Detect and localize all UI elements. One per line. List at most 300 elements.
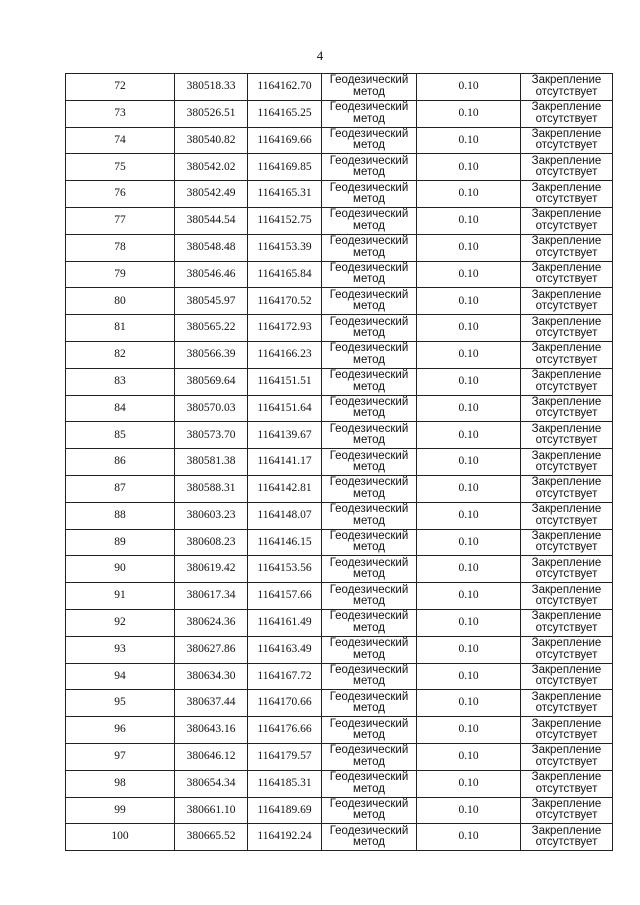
method-cell (322, 583, 417, 610)
y-coordinate-cell: 1164166.23 (248, 341, 322, 368)
fixation-text-line2: отсутствует (535, 353, 598, 366)
method-text-line2: метод (353, 782, 385, 795)
table-row (66, 395, 613, 422)
accuracy-cell: 0.10 (417, 609, 521, 636)
fixation-cell (521, 717, 613, 744)
fixation-text-line2: отсутствует (535, 702, 598, 715)
y-coordinate-cell: 1164153.39 (248, 234, 322, 261)
fixation-text-line1: Закрепление (531, 101, 602, 114)
x-coordinate-cell: 380545.97 (175, 288, 248, 315)
point-number-cell: 75 (66, 154, 175, 181)
fixation-cell (521, 636, 613, 663)
fixation-text-line1: Закрепление (531, 154, 602, 167)
y-coordinate-cell: 1164167.72 (248, 663, 322, 690)
fixation-text-line2: отсутствует (535, 809, 598, 822)
accuracy-cell: 0.10 (417, 690, 521, 717)
point-number-cell: 94 (66, 663, 175, 690)
x-coordinate-cell: 380665.52 (175, 824, 248, 851)
accuracy-cell: 0.10 (417, 261, 521, 288)
fixation-cell (521, 797, 613, 824)
fixation-cell (521, 261, 613, 288)
fixation-text-line2: отсутствует (535, 568, 598, 581)
method-text-line1: Геодезический (329, 208, 409, 221)
x-coordinate-cell: 380654.34 (175, 770, 248, 797)
method-text-line1: Геодезический (329, 369, 409, 382)
y-coordinate-cell: 1164165.25 (248, 100, 322, 127)
fixation-text-line2: отсутствует (535, 621, 598, 634)
point-number-cell: 82 (66, 341, 175, 368)
fixation-text-line1: Закрепление (531, 369, 602, 382)
method-text-line1: Геодезический (329, 690, 409, 703)
method-cell (322, 154, 417, 181)
fixation-text-line1: Закрепление (531, 824, 602, 837)
method-cell (322, 74, 417, 101)
fixation-text-line1: Закрепление (531, 610, 602, 623)
table-row (66, 663, 613, 690)
point-number-cell: 89 (66, 529, 175, 556)
method-text-line1: Геодезический (329, 74, 409, 87)
method-text-line2: метод (353, 541, 385, 554)
table-row (66, 422, 613, 449)
method-text-line1: Геодезический (329, 422, 409, 435)
method-text-line1: Геодезический (329, 476, 409, 489)
accuracy-cell: 0.10 (417, 583, 521, 610)
method-text-line2: метод (353, 809, 385, 822)
accuracy-cell: 0.10 (417, 770, 521, 797)
method-text-line2: метод (353, 675, 385, 688)
point-number-cell: 97 (66, 743, 175, 770)
method-cell (322, 609, 417, 636)
method-cell (322, 395, 417, 422)
table-row (66, 556, 613, 583)
fixation-text-line1: Закрепление (531, 395, 602, 408)
method-cell (322, 556, 417, 583)
accuracy-cell: 0.10 (417, 556, 521, 583)
fixation-text-line2: отсутствует (535, 273, 598, 286)
fixation-text-line1: Закрепление (531, 717, 602, 730)
x-coordinate-cell: 380619.42 (175, 556, 248, 583)
x-coordinate-cell: 380617.34 (175, 583, 248, 610)
fixation-text-line1: Закрепление (531, 315, 602, 328)
fixation-text-line2: отсутствует (535, 782, 598, 795)
method-cell (322, 663, 417, 690)
accuracy-cell: 0.10 (417, 449, 521, 476)
fixation-cell (521, 207, 613, 234)
table-row (66, 368, 613, 395)
y-coordinate-cell: 1164162.70 (248, 74, 322, 101)
fixation-text-line1: Закрепление (531, 449, 602, 462)
fixation-text-line2: отсутствует (535, 112, 598, 125)
fixation-text-line1: Закрепление (531, 503, 602, 516)
method-cell (322, 770, 417, 797)
method-text-line2: метод (353, 353, 385, 366)
fixation-text-line2: отсутствует (535, 300, 598, 313)
method-text-line1: Геодезический (329, 717, 409, 730)
table-row (66, 475, 613, 502)
accuracy-cell: 0.10 (417, 824, 521, 851)
method-text-line2: метод (353, 487, 385, 500)
method-text-line2: метод (353, 702, 385, 715)
fixation-cell (521, 154, 613, 181)
fixation-text-line2: отсутствует (535, 193, 598, 206)
point-number-cell: 83 (66, 368, 175, 395)
point-number-cell: 79 (66, 261, 175, 288)
x-coordinate-cell: 380565.22 (175, 315, 248, 342)
coordinates-table (65, 73, 613, 851)
accuracy-cell: 0.10 (417, 529, 521, 556)
x-coordinate-cell: 380646.12 (175, 743, 248, 770)
point-number-cell: 81 (66, 315, 175, 342)
fixation-cell (521, 100, 613, 127)
point-number-cell: 98 (66, 770, 175, 797)
x-coordinate-cell: 380542.02 (175, 154, 248, 181)
method-text-line1: Геодезический (329, 556, 409, 569)
fixation-cell (521, 74, 613, 101)
method-cell (322, 690, 417, 717)
accuracy-cell: 0.10 (417, 288, 521, 315)
method-cell (322, 288, 417, 315)
y-coordinate-cell: 1164151.64 (248, 395, 322, 422)
method-cell (322, 315, 417, 342)
method-cell (322, 475, 417, 502)
fixation-cell (521, 368, 613, 395)
method-text-line1: Геодезический (329, 127, 409, 140)
fixation-cell (521, 288, 613, 315)
method-text-line1: Геодезический (329, 449, 409, 462)
fixation-text-line2: отсутствует (535, 246, 598, 259)
point-number-cell: 86 (66, 449, 175, 476)
fixation-text-line1: Закрепление (531, 797, 602, 810)
fixation-cell (521, 824, 613, 851)
fixation-text-line2: отсутствует (535, 729, 598, 742)
point-number-cell: 72 (66, 74, 175, 101)
table-row (66, 127, 613, 154)
fixation-cell (521, 341, 613, 368)
method-text-line2: метод (353, 85, 385, 98)
accuracy-cell: 0.10 (417, 207, 521, 234)
y-coordinate-cell: 1164192.24 (248, 824, 322, 851)
point-number-cell: 87 (66, 475, 175, 502)
fixation-cell (521, 770, 613, 797)
method-text-line2: метод (353, 621, 385, 634)
accuracy-cell: 0.10 (417, 475, 521, 502)
method-text-line1: Геодезический (329, 154, 409, 167)
point-number-cell: 78 (66, 234, 175, 261)
accuracy-cell: 0.10 (417, 181, 521, 208)
method-text-line1: Геодезический (329, 101, 409, 114)
fixation-text-line1: Закрепление (531, 181, 602, 194)
x-coordinate-cell: 380573.70 (175, 422, 248, 449)
method-text-line1: Геодезический (329, 503, 409, 516)
fixation-text-line1: Закрепление (531, 208, 602, 221)
fixation-text-line1: Закрепление (531, 771, 602, 784)
y-coordinate-cell: 1164151.51 (248, 368, 322, 395)
method-text-line1: Геодезический (329, 797, 409, 810)
method-text-line1: Геодезический (329, 771, 409, 784)
method-text-line2: метод (353, 139, 385, 152)
fixation-text-line2: отсутствует (535, 327, 598, 340)
fixation-text-line1: Закрепление (531, 342, 602, 355)
y-coordinate-cell: 1164141.17 (248, 449, 322, 476)
fixation-text-line1: Закрепление (531, 583, 602, 596)
accuracy-cell: 0.10 (417, 743, 521, 770)
table-row (66, 824, 613, 851)
y-coordinate-cell: 1164153.56 (248, 556, 322, 583)
table-row (66, 207, 613, 234)
accuracy-cell: 0.10 (417, 127, 521, 154)
fixation-cell (521, 663, 613, 690)
y-coordinate-cell: 1164169.85 (248, 154, 322, 181)
fixation-text-line2: отсутствует (535, 461, 598, 474)
x-coordinate-cell: 380542.49 (175, 181, 248, 208)
table-row (66, 502, 613, 529)
table-row (66, 770, 613, 797)
table-row (66, 609, 613, 636)
method-text-line2: метод (353, 246, 385, 259)
y-coordinate-cell: 1164170.52 (248, 288, 322, 315)
y-coordinate-cell: 1164179.57 (248, 743, 322, 770)
method-text-line2: метод (353, 193, 385, 206)
method-text-line1: Геодезический (329, 583, 409, 596)
table-row (66, 341, 613, 368)
x-coordinate-cell: 380548.48 (175, 234, 248, 261)
method-text-line1: Геодезический (329, 744, 409, 757)
method-cell (322, 100, 417, 127)
y-coordinate-cell: 1164161.49 (248, 609, 322, 636)
y-coordinate-cell: 1164169.66 (248, 127, 322, 154)
point-number-cell: 88 (66, 502, 175, 529)
method-text-line1: Геодезический (329, 261, 409, 274)
fixation-text-line2: отсутствует (535, 541, 598, 554)
method-cell (322, 717, 417, 744)
method-cell (322, 502, 417, 529)
fixation-cell (521, 690, 613, 717)
y-coordinate-cell: 1164170.66 (248, 690, 322, 717)
fixation-text-line2: отсутствует (535, 487, 598, 500)
x-coordinate-cell: 380581.38 (175, 449, 248, 476)
fixation-text-line1: Закрепление (531, 288, 602, 301)
x-coordinate-cell: 380661.10 (175, 797, 248, 824)
method-text-line2: метод (353, 514, 385, 527)
accuracy-cell: 0.10 (417, 341, 521, 368)
method-cell (322, 422, 417, 449)
y-coordinate-cell: 1164189.69 (248, 797, 322, 824)
method-text-line2: метод (353, 273, 385, 286)
fixation-cell (521, 234, 613, 261)
y-coordinate-cell: 1164146.15 (248, 529, 322, 556)
fixation-text-line1: Закрепление (531, 476, 602, 489)
method-text-line2: метод (353, 327, 385, 340)
point-number-cell: 95 (66, 690, 175, 717)
method-text-line2: метод (353, 461, 385, 474)
method-text-line2: метод (353, 300, 385, 313)
point-number-cell: 76 (66, 181, 175, 208)
fixation-cell (521, 181, 613, 208)
method-text-line1: Геодезический (329, 824, 409, 837)
x-coordinate-cell: 380566.39 (175, 341, 248, 368)
point-number-cell: 91 (66, 583, 175, 610)
accuracy-cell: 0.10 (417, 636, 521, 663)
accuracy-cell: 0.10 (417, 422, 521, 449)
fixation-cell (521, 609, 613, 636)
fixation-cell (521, 475, 613, 502)
x-coordinate-cell: 380569.64 (175, 368, 248, 395)
fixation-text-line2: отсутствует (535, 139, 598, 152)
x-coordinate-cell: 380570.03 (175, 395, 248, 422)
table-row (66, 636, 613, 663)
method-text-line2: метод (353, 219, 385, 232)
fixation-cell (521, 743, 613, 770)
y-coordinate-cell: 1164142.81 (248, 475, 322, 502)
y-coordinate-cell: 1164139.67 (248, 422, 322, 449)
method-cell (322, 824, 417, 851)
table-row (66, 315, 613, 342)
x-coordinate-cell: 380643.16 (175, 717, 248, 744)
method-cell (322, 743, 417, 770)
table-row (66, 449, 613, 476)
fixation-text-line1: Закрепление (531, 690, 602, 703)
fixation-text-line1: Закрепление (531, 663, 602, 676)
table-row (66, 74, 613, 101)
method-cell (322, 636, 417, 663)
table-row (66, 154, 613, 181)
method-text-line1: Геодезический (329, 342, 409, 355)
table-row (66, 181, 613, 208)
method-text-line2: метод (353, 595, 385, 608)
method-text-line1: Геодезический (329, 663, 409, 676)
table-row (66, 797, 613, 824)
table-row (66, 100, 613, 127)
fixation-text-line2: отсутствует (535, 85, 598, 98)
accuracy-cell: 0.10 (417, 315, 521, 342)
point-number-cell: 77 (66, 207, 175, 234)
method-text-line2: метод (353, 112, 385, 125)
accuracy-cell: 0.10 (417, 368, 521, 395)
method-cell (322, 207, 417, 234)
fixation-text-line2: отсутствует (535, 648, 598, 661)
method-cell (322, 449, 417, 476)
table-row (66, 261, 613, 288)
fixation-cell (521, 529, 613, 556)
table-row (66, 743, 613, 770)
accuracy-cell: 0.10 (417, 395, 521, 422)
fixation-text-line2: отсутствует (535, 407, 598, 420)
fixation-cell (521, 395, 613, 422)
method-text-line2: метод (353, 729, 385, 742)
method-text-line2: метод (353, 648, 385, 661)
x-coordinate-cell: 380588.31 (175, 475, 248, 502)
method-cell (322, 181, 417, 208)
fixation-cell (521, 556, 613, 583)
fixation-text-line1: Закрепление (531, 74, 602, 87)
table-row (66, 717, 613, 744)
method-text-line1: Геодезический (329, 235, 409, 248)
fixation-text-line2: отсутствует (535, 434, 598, 447)
table-row (66, 529, 613, 556)
accuracy-cell: 0.10 (417, 154, 521, 181)
fixation-cell (521, 583, 613, 610)
point-number-cell: 80 (66, 288, 175, 315)
point-number-cell: 96 (66, 717, 175, 744)
method-cell (322, 368, 417, 395)
y-coordinate-cell: 1164165.84 (248, 261, 322, 288)
accuracy-cell: 0.10 (417, 234, 521, 261)
accuracy-cell: 0.10 (417, 797, 521, 824)
page-number: 4 (316, 48, 324, 63)
fixation-text-line1: Закрепление (531, 127, 602, 140)
method-cell (322, 341, 417, 368)
x-coordinate-cell: 380540.82 (175, 127, 248, 154)
method-text-line2: метод (353, 407, 385, 420)
fixation-text-line2: отсутствует (535, 380, 598, 393)
accuracy-cell: 0.10 (417, 74, 521, 101)
y-coordinate-cell: 1164176.66 (248, 717, 322, 744)
fixation-text-line1: Закрепление (531, 744, 602, 757)
y-coordinate-cell: 1164185.31 (248, 770, 322, 797)
method-cell (322, 261, 417, 288)
y-coordinate-cell: 1164157.66 (248, 583, 322, 610)
accuracy-cell: 0.10 (417, 717, 521, 744)
fixation-cell (521, 315, 613, 342)
method-cell (322, 797, 417, 824)
method-cell (322, 234, 417, 261)
method-text-line2: метод (353, 166, 385, 179)
point-number-cell: 93 (66, 636, 175, 663)
table-row (66, 583, 613, 610)
y-coordinate-cell: 1164148.07 (248, 502, 322, 529)
point-number-cell: 99 (66, 797, 175, 824)
point-number-cell: 84 (66, 395, 175, 422)
point-number-cell: 73 (66, 100, 175, 127)
y-coordinate-cell: 1164172.93 (248, 315, 322, 342)
fixation-text-line1: Закрепление (531, 637, 602, 650)
x-coordinate-cell: 380603.23 (175, 502, 248, 529)
fixation-text-line2: отсутствует (535, 514, 598, 527)
x-coordinate-cell: 380544.54 (175, 207, 248, 234)
fixation-text-line2: отсутствует (535, 755, 598, 768)
method-text-line2: метод (353, 568, 385, 581)
point-number-cell: 90 (66, 556, 175, 583)
fixation-cell (521, 502, 613, 529)
fixation-text-line2: отсутствует (535, 595, 598, 608)
fixation-text-line1: Закрепление (531, 235, 602, 248)
fixation-text-line1: Закрепление (531, 556, 602, 569)
table-row (66, 288, 613, 315)
accuracy-cell: 0.10 (417, 663, 521, 690)
point-number-cell: 92 (66, 609, 175, 636)
x-coordinate-cell: 380637.44 (175, 690, 248, 717)
method-text-line1: Геодезический (329, 637, 409, 650)
fixation-text-line1: Закрепление (531, 261, 602, 274)
y-coordinate-cell: 1164165.31 (248, 181, 322, 208)
fixation-text-line1: Закрепление (531, 422, 602, 435)
table-row (66, 690, 613, 717)
x-coordinate-cell: 380634.30 (175, 663, 248, 690)
method-text-line1: Геодезический (329, 181, 409, 194)
point-number-cell: 74 (66, 127, 175, 154)
fixation-text-line2: отсутствует (535, 219, 598, 232)
x-coordinate-cell: 380518.33 (175, 74, 248, 101)
x-coordinate-cell: 380526.51 (175, 100, 248, 127)
y-coordinate-cell: 1164163.49 (248, 636, 322, 663)
method-text-line2: метод (353, 836, 385, 849)
fixation-text-line2: отсутствует (535, 675, 598, 688)
method-text-line1: Геодезический (329, 288, 409, 301)
y-coordinate-cell: 1164152.75 (248, 207, 322, 234)
x-coordinate-cell: 380608.23 (175, 529, 248, 556)
method-cell (322, 529, 417, 556)
method-text-line1: Геодезический (329, 610, 409, 623)
